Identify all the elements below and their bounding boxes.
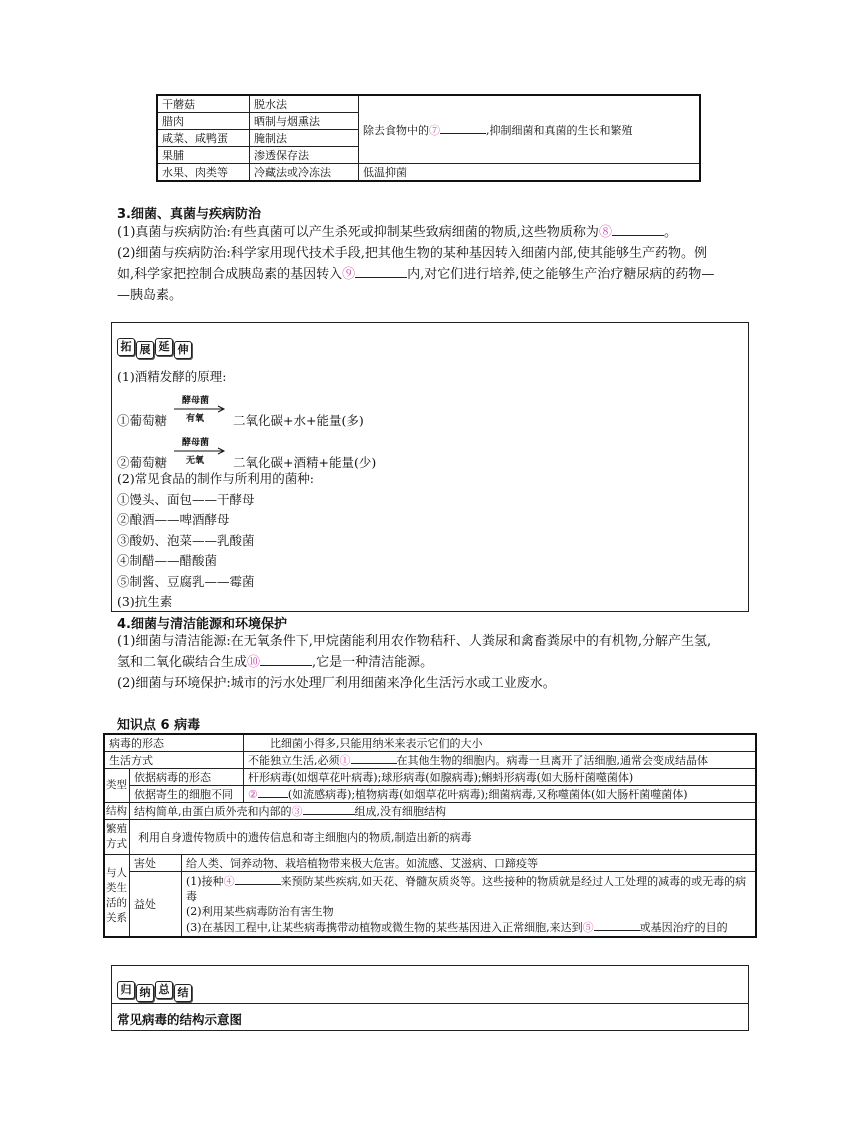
fill-blank[interactable]	[235, 873, 281, 885]
blank-number: ⑨	[342, 267, 356, 282]
row-value: 比细菌小得多,只能用纳米来表示它们的大小	[244, 734, 757, 752]
food-cell: 咸菜、咸鸭蛋	[157, 130, 250, 147]
row-sublabel: 害处	[130, 855, 182, 872]
food-storage-table	[156, 94, 701, 182]
virus-section-title: 知识点 6 病毒	[117, 718, 201, 733]
paragraph: (1)真菌与疾病防治:有些真菌可以产生杀死或抑制某些致病细菌的物质,这些物质称为⑧ 。	[117, 225, 677, 240]
food-cell: 腊肉	[157, 113, 250, 130]
row-value: 不能独立生活,必须① 在其他生物的细胞内。病毒一旦离开了活细胞,通常会变成结晶体	[244, 752, 757, 769]
summary-box	[111, 965, 749, 1031]
tag-char: 纳	[136, 984, 154, 1002]
table-row	[157, 95, 700, 113]
fill-blank[interactable]	[612, 224, 664, 236]
method-cell: 冷藏法或冷冻法	[250, 164, 359, 182]
table-row	[104, 769, 756, 786]
blank-number: ⑦	[429, 123, 440, 137]
row-label: 生活方式	[104, 752, 244, 769]
fill-blank[interactable]	[594, 919, 640, 931]
fill-blank[interactable]	[355, 266, 407, 278]
tag-char: 归	[117, 981, 135, 999]
food-cell: 果脯	[157, 147, 250, 164]
tag-char: 总	[155, 981, 173, 999]
summary-caption: 常见病毒的结构示意图	[117, 1012, 243, 1027]
row-label: 与人类生活的关系	[104, 855, 130, 938]
row-sublabel: 依据病毒的形态	[130, 769, 244, 786]
blank-number: ③	[291, 805, 303, 818]
blank-number: ②	[248, 788, 258, 801]
section-3-body	[117, 222, 757, 306]
blank-number: ⑤	[582, 921, 594, 934]
principle-cell: 除去食物中的⑦ ,抑制细菌和真菌的生长和繁殖	[359, 95, 701, 164]
fill-blank[interactable]	[440, 122, 486, 134]
method-cell: 渗透保存法	[250, 147, 359, 164]
row-sublabel: 益处	[130, 872, 182, 938]
food-cell: 水果、肉类等	[157, 164, 250, 182]
extension-box	[111, 322, 749, 612]
method-cell: 晒制与烟熏法	[250, 113, 359, 130]
extension-tag	[117, 335, 193, 356]
fill-blank[interactable]	[303, 803, 355, 815]
divider	[112, 1003, 748, 1004]
fermentation-line: (1)酒精发酵的原理:	[117, 369, 227, 384]
row-label: 繁殖方式	[104, 820, 130, 855]
table-row	[104, 786, 756, 803]
row-value: 杆形病毒(如烟草花叶病毒);球形病毒(如腺病毒);蝌蚪形病毒(如大肠杆菌噬菌体)	[244, 769, 757, 786]
food-cell: 干蘑菇	[157, 95, 250, 113]
tag-char: 伸	[174, 341, 192, 359]
row-value: (1)接种④ 来预防某些疾病,如天花、脊髓灰质炎等。这些接种的物质就是经过人工处理的减毒的或无毒的病毒 (2)利用某些病毒防治有害生物 (3)在基因工程中,让某些病毒携带动植物或微生物的某些基因进入正常细胞,来达到⑤ 或基因治疗的目的	[182, 872, 757, 938]
row-value: 结构简单,由蛋白质外壳和内部的③ 组成,没有细胞结构	[130, 803, 757, 820]
tag-char: 拓	[117, 338, 135, 356]
table-row	[104, 872, 756, 938]
equation-aerobic: ①葡萄糖 酵母菌 有氧 二氧化碳+水+能量(多)	[117, 396, 364, 428]
row-sublabel: 依据寄生的细胞不同	[130, 786, 244, 803]
list-item: ④制醋——醋酸菌	[117, 553, 218, 568]
equation-anaerobic: ②葡萄糖 酵母菌 无氧 二氧化碳+酒精+能量(少)	[117, 438, 377, 470]
fill-blank[interactable]	[258, 786, 288, 798]
section-4-body	[117, 631, 757, 694]
reaction-arrow: 酵母菌 无氧	[174, 447, 226, 467]
tag-char: 结	[174, 984, 192, 1002]
list-item: ①馒头、面包——干酵母	[117, 491, 255, 507]
row-label: 类型	[104, 769, 130, 803]
method-cell: 脱水法	[250, 95, 359, 113]
paragraph: 氢和二氧化碳结合生成⑩ ,它是一种清洁能源。	[117, 655, 434, 670]
summary-tag	[117, 978, 193, 999]
paragraph: 如,科学家把控制合成胰岛素的基因转入⑨ 内,对它们进行培养,使之能够生产治疗糖尿病的药物—	[117, 267, 715, 282]
list-item: ②酿酒——啤酒酵母	[117, 512, 230, 527]
reaction-arrow: 酵母菌 有氧	[174, 405, 226, 425]
tag-char: 延	[155, 338, 173, 356]
virus-table	[103, 733, 757, 938]
fill-blank[interactable]	[260, 654, 312, 666]
principle-cell: 低温抑菌	[359, 164, 701, 182]
paragraph: (1)细菌与清洁能源:在无氧条件下,甲烷菌能利用农作物秸秆、人粪尿和禽畜粪尿中的有机物,分解产生氢,	[117, 634, 712, 649]
row-value: 利用自身遗传物质中的遗传信息和寄主细胞内的物质,制造出新的病毒	[130, 820, 757, 855]
table-row	[104, 734, 756, 752]
row-label: 病毒的形态	[104, 734, 244, 752]
section-4-title: 4.细菌与清洁能源和环境保护	[117, 617, 287, 632]
table-row	[157, 164, 700, 182]
method-cell: 腌制法	[250, 130, 359, 147]
section-3-title: 3.细菌、真菌与疾病防治	[117, 207, 261, 222]
list-item: ⑤制酱、豆腐乳——霉菌	[117, 573, 255, 589]
table-row	[104, 803, 756, 820]
paragraph: (2)细菌与疾病防治:科学家用现代技术手段,把其他生物的某种基因转入细菌内部,使其能够生产药物。例	[117, 246, 708, 261]
blank-number: ⑧	[598, 225, 612, 240]
blank-number: ①	[339, 754, 351, 767]
row-value: ② (如流感病毒);植物病毒(如烟草花叶病毒);细菌病毒,又称噬菌体(如大肠杆菌噬菌体)	[244, 786, 757, 803]
food-strains-list: (2)常见食品的制作与所利用的菌种: ①馒头、面包——干酵母 ②酿酒——啤酒酵母 ③酸奶、泡菜——乳酸菌 ④制醋——醋酸菌 ⑤制酱、豆腐乳——霉菌 (3)抗生素	[117, 471, 314, 609]
blank-number: ④	[223, 875, 235, 888]
tag-char: 展	[136, 341, 154, 359]
paragraph: (2)细菌与环境保护:城市的污水处理厂利用细菌来净化生活污水或工业废水。	[117, 676, 556, 691]
table-row	[104, 855, 756, 872]
table-row	[104, 820, 756, 855]
fill-blank[interactable]	[351, 752, 397, 764]
list-item: ③酸奶、泡菜——乳酸菌	[117, 532, 255, 548]
blank-number: ⑩	[247, 655, 261, 670]
table-row	[104, 752, 756, 769]
row-value: 给人类、饲养动物、栽培植物带来极大危害。如流感、艾滋病、口蹄疫等	[182, 855, 757, 872]
row-label: 结构	[104, 803, 130, 820]
paragraph: —胰岛素。	[117, 288, 183, 303]
